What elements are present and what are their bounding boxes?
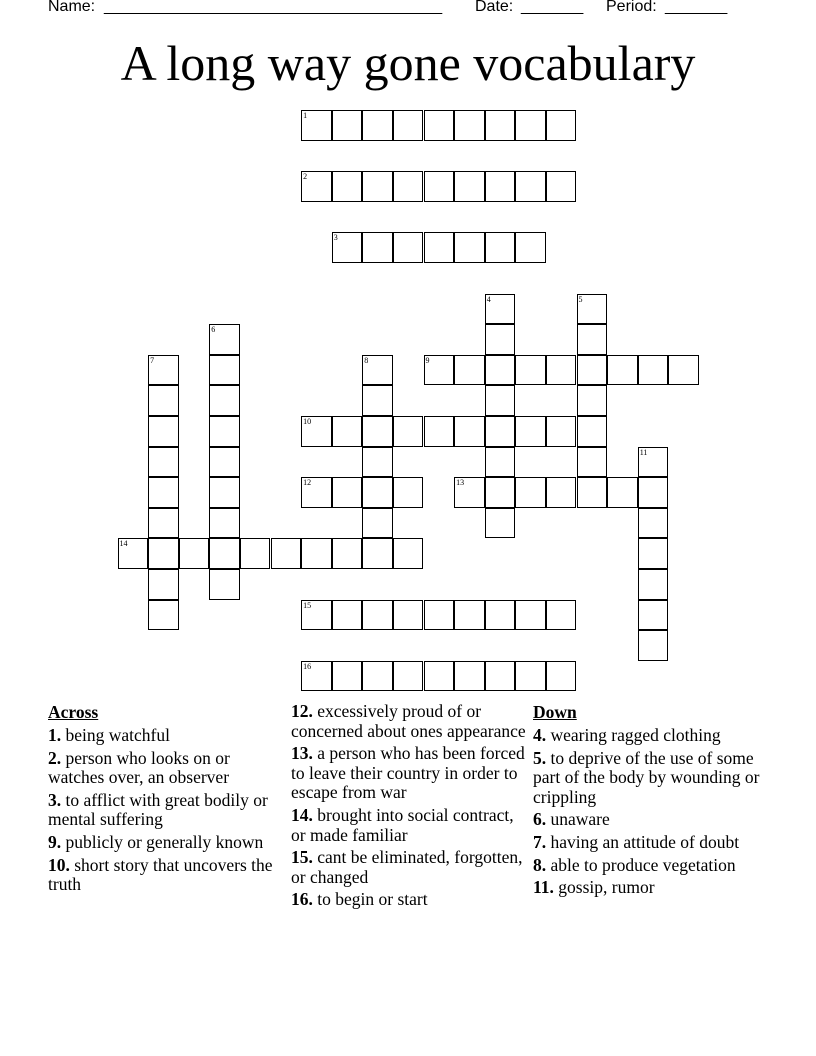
grid-cell[interactable] bbox=[454, 661, 485, 692]
across-heading: Across bbox=[48, 702, 99, 722]
grid-cell[interactable] bbox=[271, 538, 302, 569]
clue-item-text: cant be eliminated, forgotten, or changed bbox=[291, 847, 523, 887]
clue-number: 11 bbox=[639, 447, 648, 457]
grid-cell[interactable] bbox=[393, 232, 424, 263]
grid-cell[interactable] bbox=[424, 416, 455, 447]
clue-item bbox=[291, 890, 527, 910]
grid-cell[interactable] bbox=[485, 385, 516, 416]
grid-cell[interactable] bbox=[362, 171, 393, 202]
across-clue-list-2 bbox=[291, 702, 527, 910]
clue-item bbox=[533, 833, 773, 853]
student-info-header bbox=[48, 0, 748, 20]
grid-cell[interactable] bbox=[301, 416, 332, 447]
grid-cell[interactable] bbox=[515, 477, 546, 508]
clue-item-text: brought into social contract, or made familiar bbox=[291, 804, 514, 845]
date-label: Date: bbox=[475, 0, 514, 15]
clue-item-number: 14. bbox=[291, 804, 313, 825]
clues-down-column bbox=[533, 702, 773, 901]
grid-cell[interactable] bbox=[485, 324, 516, 355]
grid-cell[interactable] bbox=[209, 447, 240, 478]
grid-cell[interactable] bbox=[546, 110, 577, 141]
grid-cell[interactable] bbox=[301, 110, 332, 141]
grid-cell[interactable] bbox=[332, 416, 363, 447]
down-clue-list bbox=[533, 726, 773, 898]
clue-item bbox=[533, 856, 773, 876]
clue-item bbox=[48, 833, 288, 853]
grid-cell[interactable] bbox=[638, 538, 669, 569]
grid-cell[interactable] bbox=[515, 600, 546, 631]
name-label: Name: bbox=[48, 0, 96, 15]
grid-cell[interactable] bbox=[424, 232, 455, 263]
grid-cell[interactable] bbox=[362, 355, 393, 386]
grid-cell[interactable] bbox=[362, 477, 393, 508]
grid-cell[interactable] bbox=[638, 630, 669, 661]
grid-cell[interactable] bbox=[424, 355, 455, 386]
clue-item bbox=[48, 726, 288, 746]
grid-cell[interactable] bbox=[638, 600, 669, 631]
clue-item-text: able to produce vegetation bbox=[546, 854, 736, 875]
grid-cell[interactable] bbox=[148, 447, 179, 478]
clue-item-number: 5. bbox=[533, 747, 547, 768]
grid-cell[interactable] bbox=[546, 355, 577, 386]
grid-cell[interactable] bbox=[393, 477, 424, 508]
grid-cell[interactable] bbox=[362, 600, 393, 631]
grid-cell[interactable] bbox=[485, 232, 516, 263]
period-label: Period: bbox=[606, 0, 657, 15]
grid-cell[interactable] bbox=[362, 447, 393, 478]
period-blank[interactable]: _______ bbox=[665, 0, 728, 15]
grid-cell[interactable] bbox=[546, 416, 577, 447]
grid-cell[interactable] bbox=[393, 538, 424, 569]
grid-cell[interactable] bbox=[485, 171, 516, 202]
grid-cell[interactable] bbox=[424, 110, 455, 141]
grid-cell[interactable] bbox=[485, 477, 516, 508]
clue-item-number: 16. bbox=[291, 889, 313, 910]
grid-cell[interactable] bbox=[546, 171, 577, 202]
clue-item bbox=[291, 848, 527, 887]
clue-number: 14 bbox=[119, 539, 128, 549]
clue-item-number: 8. bbox=[533, 854, 547, 875]
grid-cell[interactable] bbox=[577, 477, 608, 508]
grid-cell[interactable] bbox=[332, 110, 363, 141]
clue-number: 13 bbox=[456, 478, 465, 488]
grid-cell[interactable] bbox=[332, 538, 363, 569]
clue-number: 8 bbox=[364, 355, 369, 365]
clue-item bbox=[48, 749, 288, 788]
clue-number: 2 bbox=[303, 172, 308, 182]
clue-item-number: 1. bbox=[48, 725, 62, 745]
grid-cell[interactable] bbox=[301, 600, 332, 631]
clue-item bbox=[291, 744, 527, 803]
grid-cell[interactable] bbox=[362, 538, 393, 569]
grid-cell[interactable] bbox=[301, 661, 332, 692]
clue-number: 3 bbox=[333, 233, 338, 243]
grid-cell[interactable] bbox=[209, 569, 240, 600]
grid-cell[interactable] bbox=[393, 416, 424, 447]
grid-cell[interactable] bbox=[515, 661, 546, 692]
clue-item-text: person who looks on or watches over, an observer bbox=[48, 747, 230, 788]
grid-cell[interactable] bbox=[393, 110, 424, 141]
grid-cell[interactable] bbox=[515, 171, 546, 202]
grid-cell[interactable] bbox=[577, 447, 608, 478]
grid-cell[interactable] bbox=[240, 538, 271, 569]
clue-item bbox=[533, 810, 773, 830]
grid-cell[interactable] bbox=[209, 538, 240, 569]
grid-cell[interactable] bbox=[148, 416, 179, 447]
grid-cell[interactable] bbox=[454, 355, 485, 386]
grid-cell[interactable] bbox=[638, 569, 669, 600]
clue-item-text: gossip, rumor bbox=[553, 877, 655, 898]
grid-cell[interactable] bbox=[485, 355, 516, 386]
clue-item-number: 15. bbox=[291, 847, 313, 868]
clue-item bbox=[48, 856, 288, 895]
grid-cell[interactable] bbox=[118, 538, 149, 569]
grid-cell[interactable] bbox=[301, 477, 332, 508]
grid-cell[interactable] bbox=[209, 508, 240, 539]
grid-cell[interactable] bbox=[362, 508, 393, 539]
grid-cell[interactable] bbox=[393, 171, 424, 202]
clue-number: 7 bbox=[150, 355, 155, 365]
grid-cell[interactable] bbox=[577, 294, 608, 325]
grid-cell[interactable] bbox=[332, 661, 363, 692]
clue-item-text: publicly or generally known bbox=[61, 831, 264, 852]
clue-item-text: wearing ragged clothing bbox=[546, 725, 721, 745]
clue-number: 15 bbox=[303, 600, 312, 610]
clue-item bbox=[533, 749, 773, 808]
grid-cell[interactable] bbox=[607, 477, 638, 508]
grid-cell[interactable] bbox=[362, 416, 393, 447]
clue-item-number: 10. bbox=[48, 854, 70, 875]
grid-cell[interactable] bbox=[148, 600, 179, 631]
grid-cell[interactable] bbox=[332, 600, 363, 631]
grid-cell[interactable] bbox=[454, 232, 485, 263]
grid-cell[interactable] bbox=[148, 569, 179, 600]
clue-item-number: 3. bbox=[48, 789, 62, 810]
clue-number: 1 bbox=[303, 111, 308, 120]
grid-cell[interactable] bbox=[424, 661, 455, 692]
grid-cell[interactable] bbox=[515, 110, 546, 141]
grid-cell[interactable] bbox=[607, 355, 638, 386]
clue-item bbox=[48, 791, 288, 830]
clue-number: 6 bbox=[211, 325, 216, 335]
clue-item-number: 2. bbox=[48, 747, 62, 768]
grid-cell[interactable] bbox=[577, 355, 608, 386]
grid-cell[interactable] bbox=[209, 355, 240, 386]
clue-item-text: to deprive of the use of some part of the body by wounding or crippling bbox=[533, 747, 760, 807]
grid-cell[interactable] bbox=[301, 171, 332, 202]
clue-number: 9 bbox=[425, 355, 430, 365]
clue-item-text: unaware bbox=[546, 809, 610, 830]
grid-cell[interactable] bbox=[362, 110, 393, 141]
grid-cell[interactable] bbox=[546, 600, 577, 631]
grid-cell[interactable] bbox=[638, 447, 669, 478]
grid-cell[interactable] bbox=[209, 324, 240, 355]
grid-cell[interactable] bbox=[485, 416, 516, 447]
grid-cell[interactable] bbox=[485, 447, 516, 478]
grid-cell[interactable] bbox=[424, 171, 455, 202]
down-heading: Down bbox=[533, 702, 577, 722]
grid-cell[interactable] bbox=[577, 385, 608, 416]
clue-number: 10 bbox=[303, 417, 312, 426]
clue-item bbox=[291, 702, 527, 741]
grid-cell[interactable] bbox=[454, 171, 485, 202]
clues-across-column-2 bbox=[291, 702, 527, 913]
clue-item-number: 12. bbox=[291, 701, 313, 721]
page-title: A long way gone vocabulary bbox=[120, 35, 696, 91]
clues-across-column bbox=[48, 702, 288, 898]
grid-cell[interactable] bbox=[424, 600, 455, 631]
grid-cell[interactable] bbox=[148, 508, 179, 539]
clue-number: 12 bbox=[303, 478, 312, 488]
clue-item-text: having an attitude of doubt bbox=[546, 831, 740, 852]
grid-cell[interactable] bbox=[454, 416, 485, 447]
clue-item bbox=[533, 878, 773, 898]
grid-cell[interactable] bbox=[209, 385, 240, 416]
clue-item-number: 13. bbox=[291, 743, 313, 764]
clue-item-text: a person who has been forced to leave their country in order to escape from war bbox=[291, 743, 525, 803]
grid-cell[interactable] bbox=[362, 232, 393, 263]
grid-cell[interactable] bbox=[454, 600, 485, 631]
grid-cell[interactable] bbox=[148, 477, 179, 508]
across-clue-list bbox=[48, 726, 288, 895]
grid-cell[interactable] bbox=[454, 110, 485, 141]
clue-item-text: being watchful bbox=[61, 725, 170, 745]
clue-item bbox=[533, 726, 773, 746]
grid-cell[interactable] bbox=[148, 355, 179, 386]
grid-cell[interactable] bbox=[332, 477, 363, 508]
grid-cell[interactable] bbox=[485, 661, 516, 692]
grid-cell[interactable] bbox=[546, 661, 577, 692]
grid-cell[interactable] bbox=[515, 232, 546, 263]
clue-item-text: short story that uncovers the truth bbox=[48, 854, 273, 895]
clue-item-number: 4. bbox=[533, 725, 547, 745]
grid-cell[interactable] bbox=[485, 600, 516, 631]
clue-number: 4 bbox=[486, 294, 491, 304]
grid-cell[interactable] bbox=[485, 508, 516, 539]
clue-item-number: 11. bbox=[533, 877, 554, 898]
name-blank[interactable]: ______________________________________ bbox=[104, 0, 443, 15]
grid-cell[interactable] bbox=[638, 355, 669, 386]
grid-cell[interactable] bbox=[485, 294, 516, 325]
grid-cell[interactable] bbox=[577, 324, 608, 355]
grid-cell[interactable] bbox=[393, 600, 424, 631]
clue-number: 5 bbox=[578, 294, 583, 304]
grid-cell[interactable] bbox=[332, 232, 363, 263]
clue-item-number: 6. bbox=[533, 809, 547, 830]
grid-cell[interactable] bbox=[209, 416, 240, 447]
grid-cell[interactable] bbox=[148, 538, 179, 569]
grid-cell[interactable] bbox=[332, 171, 363, 202]
grid-cell[interactable] bbox=[668, 355, 699, 386]
grid-cell[interactable] bbox=[393, 661, 424, 692]
clue-item-number: 7. bbox=[533, 831, 547, 852]
grid-cell[interactable] bbox=[515, 416, 546, 447]
clue-item-number: 9. bbox=[48, 831, 62, 852]
grid-cell[interactable] bbox=[638, 508, 669, 539]
grid-cell[interactable] bbox=[577, 416, 608, 447]
grid-cell[interactable] bbox=[515, 355, 546, 386]
clue-number: 16 bbox=[303, 661, 312, 671]
grid-cell[interactable] bbox=[485, 110, 516, 141]
grid-cell[interactable] bbox=[301, 538, 332, 569]
clue-item bbox=[291, 806, 527, 845]
grid-cell[interactable] bbox=[148, 385, 179, 416]
grid-cell[interactable] bbox=[179, 538, 210, 569]
grid-cell[interactable] bbox=[454, 477, 485, 508]
grid-cell[interactable] bbox=[362, 661, 393, 692]
date-blank[interactable]: _______ bbox=[521, 0, 584, 15]
clue-item-text: to begin or start bbox=[312, 889, 428, 910]
grid-cell[interactable] bbox=[546, 477, 577, 508]
grid-cell[interactable] bbox=[362, 385, 393, 416]
grid-cell[interactable] bbox=[638, 477, 669, 508]
grid-cell[interactable] bbox=[209, 477, 240, 508]
clue-item-text: to afflict with great bodily or mental suffering bbox=[48, 789, 268, 830]
clue-item-text: excessively proud of or concerned about ones appearance bbox=[291, 701, 526, 741]
